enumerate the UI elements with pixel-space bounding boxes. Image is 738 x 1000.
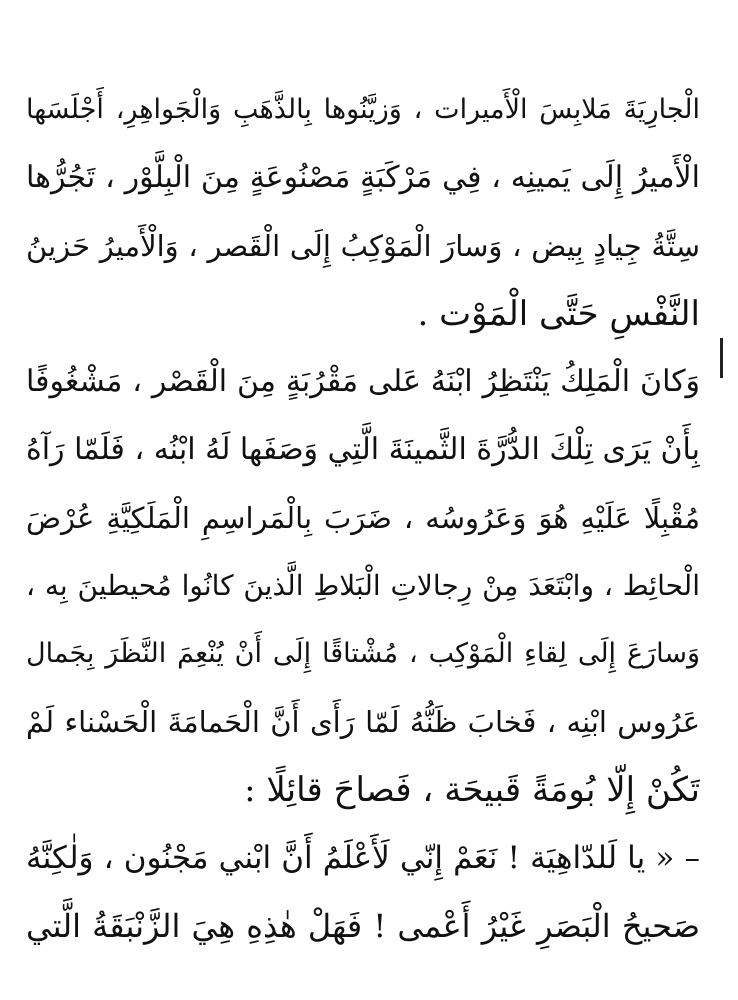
text-line-12: – « يا لَلدّاهِيَة ! نَعَمْ إِنّي لَأَعْلَمُ أَنَّ ابْني مَجْنُون ، وَلٰكِنَّهُ xyxy=(26,840,700,876)
paragraph-marker xyxy=(720,338,723,378)
text-line-5: وَكانَ الْمَلِكُ يَنْتَظِرُ ابْنَهُ عَلى مَقْرُبَةٍ مِنَ الْقَصْر ، مَشْغُوفًا xyxy=(26,364,700,399)
text-line-10: عَرُوس ابْنِه ، فَخابَ ظَنُّهُ لَمّا رَأَى أَنَّ الْحَمامَةَ الْحَسْناء لَمْ xyxy=(26,705,700,739)
text-line-4: النَّفْسِ حَتَّى الْمَوْت . xyxy=(417,294,700,334)
text-line-1: الْجارِيَةَ مَلابِسَ الْأَميرات ، وَزيَّنُوها بِالذَّهَبِ وَالْجَواهِرِ، أَجْلَسَها xyxy=(26,94,700,125)
text-line-3: سِتَّةُ جِيادٍ بِيض ، وَسارَ الْمَوْكِبُ إِلَى الْقَصر ، وَالْأَميرُ حَزينُ xyxy=(26,229,700,263)
body-text xyxy=(26,76,700,960)
text-line-9: وَسارَعَ إِلَى لِقاءِ الْمَوْكِب ، مُشْتاقًا إِلَى أَنْ يُنْعِمَ النَّظَرَ بِجَمال xyxy=(26,638,700,669)
text-line-13: صَحيحُ الْبَصَرِ غَيْرُ أَعْمى ! فَهَلْ هٰذِهِ هِيَ الزَّنْبَقَةُ الَّتي xyxy=(26,907,700,945)
text-line-8: الْحائِط ، وابْتَعَدَ مِنْ رِجالاتِ الْبَلاطِ الَّذينَ كانُوا مُحيطينَ بِه ، xyxy=(26,569,700,602)
text-line-2: الْأَميرُ إِلَى يَمينِه ، فِي مَرْكَبَةٍ مَصْنُوعَةٍ مِنَ الْبِلَّوْر ، تَجُرُّها xyxy=(26,160,700,195)
text-line-11: تَكُنْ إِلّا بُومَةً قَبيحَة ، فَصاحَ قائِلًا : xyxy=(244,770,700,810)
text-line-7: مُقْبِلًا عَلَيْهِ هُوَ وَعَرُوسُه ، ضَرَبَ بِالْمَراسِمِ الْمَلَكِيَّةِ عُرْضَ xyxy=(26,501,700,535)
text-line-6: بِأَنْ يَرَى تِلْكَ الدُّرَّةَ الثَّمينَةَ الَّتِي وَصَفَها لَهُ ابْنُه ، فَلَمّا رَآهُ xyxy=(26,432,700,467)
